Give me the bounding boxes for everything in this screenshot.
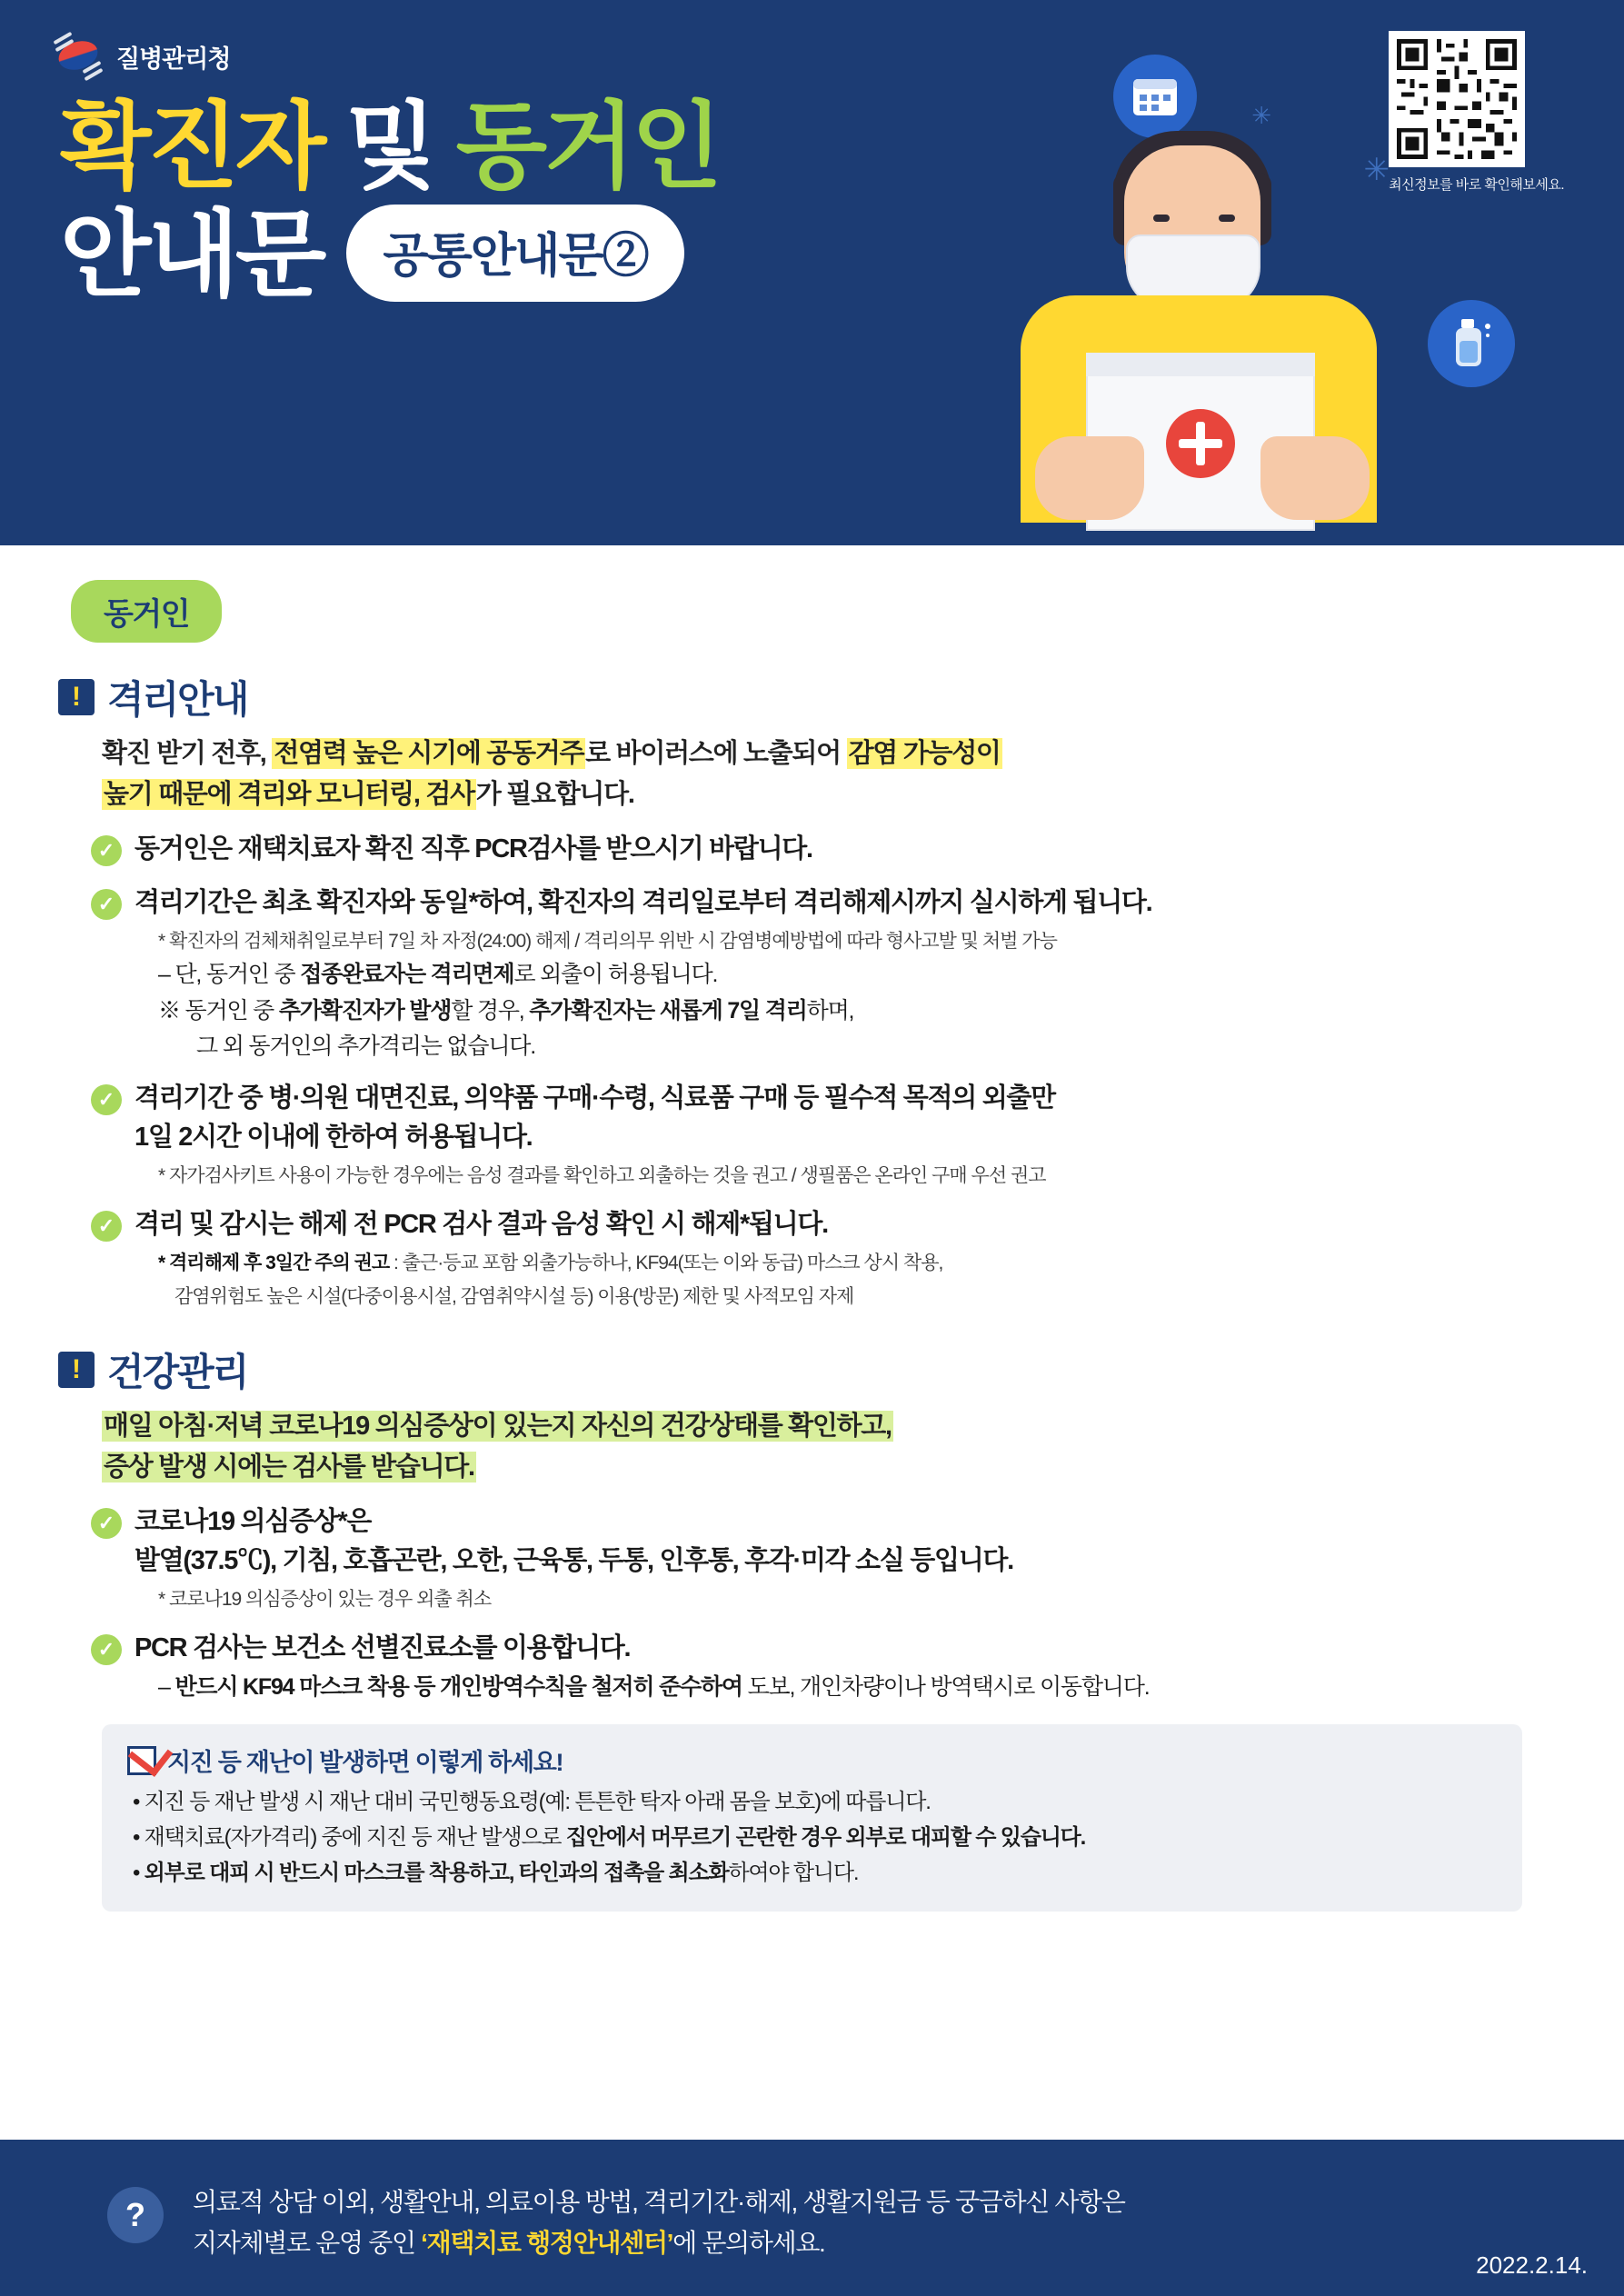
bullet-text: 격리기간은 최초 확진자와 동일*하여, 확진자의 격리일로부터 격리해제시까지 실시하게 됩니다. <box>135 888 1152 918</box>
section-lead-quarantine: 확진 받기 전후, 전염력 높은 시기에 공동거주로 바이러스에 노출되어 감염 가능성이 높기 때문에 격리와 모니터링, 검사가 필요합니다. <box>102 739 1001 809</box>
bullet-subnote: * 자가검사키트 사용이 가능한 경우에는 음성 결과를 확인하고 외출하는 것을 권고 / 생필품은 온라인 구매 우선 권고 <box>158 1164 1046 1186</box>
category-tag: 동거인 <box>71 580 222 643</box>
title-part-confirmed: 확진자 <box>60 95 346 200</box>
poster-content <box>0 545 1624 1912</box>
list-item: • 지진 등 재난 발생 시 재난 대비 국민행동요령(예: 튼튼한 탁자 아래 몸을 보호)에 따릅니다. <box>133 1790 931 1815</box>
list-item <box>91 830 1569 870</box>
person-illustration <box>988 136 1415 545</box>
list-item <box>91 1629 1569 1704</box>
footer-center-name: ‘재택치료 행정안내센터’ <box>421 2229 673 2258</box>
bullet-note: 그 외 동거인의 추가격리는 없습니다. <box>196 1033 535 1060</box>
lead-line-1: 매일 아침·저녁 코로나19 의심증상이 있는지 자신의 건강상태를 확인하고, <box>104 1412 892 1442</box>
footer-line-2-post: 에 문의하세요. <box>673 2229 825 2258</box>
check-icon: ✓ <box>91 835 122 866</box>
agency-name: 질병관리청 <box>116 45 231 73</box>
common-guide-badge: 공통안내문② <box>346 205 683 302</box>
check-icon: ✓ <box>91 1084 122 1115</box>
section-title: 건강관리 <box>107 1351 248 1394</box>
exclamation-icon: ! <box>58 1352 95 1388</box>
list-item <box>91 883 1569 1064</box>
lead-line-2: 증상 발생 시에는 검사를 받습니다. <box>104 1452 474 1482</box>
exclamation-icon: ! <box>58 679 95 715</box>
virus-icon: ✳ <box>1251 102 1271 129</box>
check-icon: ✓ <box>91 1634 122 1665</box>
bullet-text: 동거인은 재택치료자 확진 직후 PCR검사를 받으시기 바랍니다. <box>135 834 812 863</box>
calendar-icon <box>1113 55 1197 138</box>
bullet-text-2: 발열(37.5℃), 기침, 호흡곤란, 오한, 근육통, 두통, 인후통, 후각·미각 소실 등입니다. <box>135 1546 1013 1576</box>
bullet-text: 코로나19 의심증상*은 <box>135 1506 372 1536</box>
section-header-quarantine <box>58 670 1569 724</box>
section-lead-health <box>102 1406 1569 1488</box>
hand-sanitizer-icon <box>1428 300 1515 387</box>
bullet-text: 격리 및 감시는 해제 전 PCR 검사 결과 음성 확인 시 해제*됩니다. <box>135 1210 828 1240</box>
check-icon: ✓ <box>91 889 122 920</box>
bullet-note: – 반드시 KF94 마스크 착용 등 개인방역수칙을 철저히 준수하여 도보, 개인차량이나 방역택시로 이동합니다. <box>158 1673 1150 1700</box>
bullet-subnote: * 코로나19 의심증상이 있는 경우 외출 취소 <box>158 1588 492 1610</box>
footer-line-1: 의료적 상담 이외, 생활안내, 의료이용 방법, 격리기간·해제, 생활지원금 등 궁금하신 사항은 <box>193 2188 1125 2216</box>
footer-text <box>193 2181 1125 2264</box>
section-header-health <box>58 1343 1569 1397</box>
list-item <box>91 1502 1569 1615</box>
question-mark-icon: ? <box>107 2187 164 2243</box>
list-item: • 외부로 대피 시 반드시 마스크를 착용하고, 타인과의 접촉을 최소화하여야 합니다. <box>133 1861 859 1886</box>
title-part-and: 및 <box>345 95 456 200</box>
bullet-subnote: * 격리해제 후 3일간 주의 권고 : 출근·등교 포함 외출가능하나, KF94(또는 이와 동급) 마스크 상시 착용, <box>158 1252 943 1273</box>
check-icon: ✓ <box>91 1508 122 1539</box>
disaster-info-box <box>102 1724 1522 1912</box>
qr-code-icon[interactable] <box>1389 31 1525 167</box>
virus-icon: ✳ <box>1363 153 1390 187</box>
bullet-text: PCR 검사는 보건소 선별진료소를 이용합니다. <box>135 1633 631 1663</box>
qr-code-block[interactable] <box>1389 31 1564 194</box>
title-part-cohabitant: 동거인 <box>455 95 720 200</box>
poster-footer <box>0 2140 1624 2296</box>
bullet-subnote: * 확진자의 검체채취일로부터 7일 차 자정(24:00) 해제 / 격리의무 위반 시 감염병예방법에 따라 형사고발 및 처벌 가능 <box>158 930 1057 952</box>
taegeuk-icon <box>53 31 104 82</box>
qr-caption: 최신정보를 바로 확인해보세요. <box>1389 177 1564 193</box>
publish-date: 2022.2.14. <box>1476 2251 1588 2279</box>
list-item: • 재택치료(자가격리) 중에 지진 등 재난 발생으로 집안에서 머무르기 곤란한 경우 외부로 대피할 수 있습니다. <box>133 1825 1086 1851</box>
disaster-box-title: 지진 등 재난이 발생하면 이렇게 하세요! <box>167 1749 563 1777</box>
list-item <box>91 1079 1569 1192</box>
bullet-subnote: 감염위험도 높은 시설(다중이용시설, 감염취약시설 등) 이용(방문) 제한 및 사적모임 자제 <box>174 1285 854 1307</box>
title-part-guide: 안내문 <box>60 203 324 309</box>
check-icon: ✓ <box>91 1211 122 1242</box>
disaster-box-header <box>127 1742 1497 1778</box>
section-title: 격리안내 <box>107 678 248 721</box>
poster-title <box>60 95 720 309</box>
checkbox-check-icon <box>127 1746 156 1775</box>
kdca-logo <box>53 31 230 82</box>
footer-line-2-pre: 지자체별로 운영 중인 <box>193 2229 422 2258</box>
list-item <box>91 1205 1569 1312</box>
bullet-note: ※ 동거인 중 추가확진자가 발생할 경우, 추가확진자는 새롭게 7일 격리하며, <box>158 997 854 1023</box>
poster-header <box>0 0 1624 545</box>
bullet-note: – 단, 동거인 중 접종완료자는 격리면제로 외출이 허용됩니다. <box>158 962 718 988</box>
bullet-text: 격리기간 중 병·의원 대면진료, 의약품 구매·수령, 식료품 구매 등 필수적 목적의 외출만 1일 2시간 이내에 한하여 허용됩니다. <box>135 1083 1055 1153</box>
